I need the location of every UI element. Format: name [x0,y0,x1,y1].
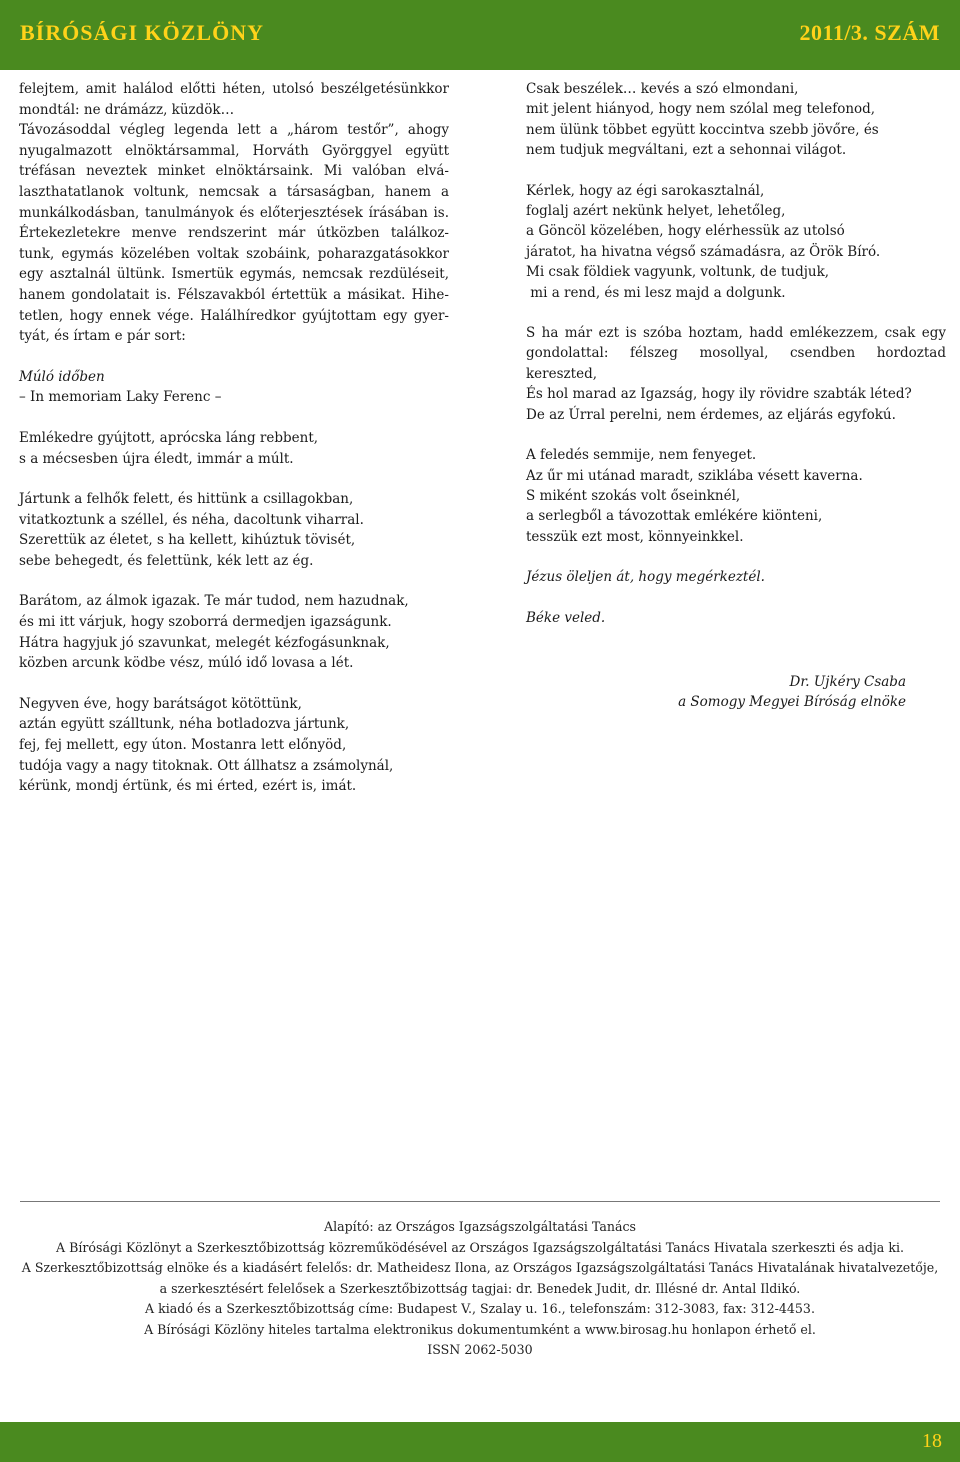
page-bottom-bar [0,1422,960,1462]
body-line: munkálkodásban, tanulmányok és előterjesztések írásában is. [19,204,449,221]
poem-title: Múló időben [19,368,105,385]
poem-line: a serlegből a távozottak emlékére kiönteni, [526,508,823,525]
body-line: hanem gondolatait is. Félszavakból értettük a másikat. Hihe- [19,286,449,303]
body-line: mondtál: ne drámázz, küzdök… [19,101,235,118]
poem-line: és mi itt várjuk, hogy szoborrá dermedjen igazságunk. [19,614,392,631]
body-line: laszthatatlanok voltunk, nemcsak a társaságban, hanem a [19,183,449,200]
body-line: egy asztalnál ültünk. Ismertük egymás, nemcsak rezdüléseit, [19,266,449,283]
poem-line: mi a rend, és mi lesz majd a dolgunk. [526,284,786,301]
page-number: 18 [922,1430,942,1452]
poem-line: És hol marad az Igazság, hogy ily rövidre szabták léted? [526,386,912,403]
poem-line: S ha már ezt is szóba hoztam, hadd emlékezzem, csak egy [526,325,946,342]
body-line: tunk, egymás közelében voltak szobáink, poharazgatásokkor [19,245,449,262]
page-header [0,0,960,70]
spacer [526,628,946,672]
issue-number: 2011/3. SZÁM [799,20,940,45]
poem-line: A feledés semmije, nem fenyeget. [526,447,757,464]
poem-line: aztán együtt szálltunk, néha botladozva jártunk, [19,716,350,733]
poem-line: fej, fej mellett, egy úton. Mostanra lett előnyöd, [19,737,347,754]
poem-line: gondolattal: félszeg mosollyal, csendben hordoztad [526,345,946,362]
poem-line: Kérlek, hogy az égi sarokasztalnál, [526,182,765,199]
right-column [526,79,946,713]
poem-line: járatot, ha hivatna végső számadásra, az Örök Bíró. [526,243,881,260]
body-line: tréfásan neveztek minket elnöktársaink. Mi valóban elvá- [19,163,449,180]
spacer [526,547,946,567]
poem-line: nem ülünk többet együtt koccintva szebb jövőre, és [526,121,879,138]
poem-line: Emlékedre gyújtott, aprócska láng rebbent, [19,429,319,446]
poem-line: kérünk, mondj értünk, és mi érted, ezért is, imát. [19,778,357,795]
spacer [526,161,946,181]
spacer [19,408,449,428]
footer-line: A Szerkesztőbizottság elnöke és a kiadásért felelős: dr. Matheidesz Ilona, az Országos Igazságszolgáltatási Tanács Hivatalának hivatalvezetője, [21,1260,939,1275]
body-line: Távozásoddal végleg legenda lett a „három testőr”, ahogy [19,122,449,139]
poem-line: Jártunk a felhők felett, és hittünk a csillagokban, [19,491,354,508]
spacer [19,469,449,489]
poem-line: Mi csak földiek vagyunk, voltunk, de tudjuk, [526,264,830,281]
poem-line: S miként szokás volt őseinknél, [526,487,741,504]
poem-line: tesszük ezt most, könnyeinkkel. [526,528,744,545]
poem-line: kereszted, [526,365,598,382]
spacer [526,588,946,608]
poem-line: Az űr mi utánad maradt, sziklába vésett kaverna. [526,467,863,484]
page-footer [20,1217,940,1361]
footer-line: a szerkesztésért felelősek a Szerkesztőbizottság tagjai: dr. Benedek Judit, dr. Illésné dr. Antal Ildikó. [159,1280,801,1296]
publication-title: BÍRÓSÁGI KÖZLÖNY [20,20,264,45]
poem-line: közben arcunk ködbe vész, múló idő lovasa a lét. [19,655,354,672]
body-line: tetlen, hogy ennek vége. Halálhíredkor gyújtottam egy gyer- [19,307,449,324]
poem-line: Szerettük az életet, s ha kellett, kihúztuk tövisét, [19,532,356,549]
poem-line: foglalj azért nekünk helyet, lehetőleg, [526,203,786,220]
poem-dedication: – In memoriam Laky Ferenc – [19,389,222,406]
footer-issn: ISSN 2062-5030 [427,1342,533,1357]
spacer [526,425,946,445]
signature-title: a Somogy Megyei Bíróság elnöke [678,694,906,711]
spacer [19,571,449,591]
footer-divider [20,1201,940,1202]
poem-line: a Göncöl közelében, hogy elérhessük az utolsó [526,223,845,240]
closing-line: Jézus öleljen át, hogy megérkeztél. [526,569,765,586]
poem-line: sebe behegedt, és felettünk, kék lett az ég. [19,552,314,569]
spacer [19,674,449,694]
footer-line: A Bírósági Közlöny hiteles tartalma elektronikus dokumentumként a www.birosag.hu honlapon érhető el. [144,1321,816,1337]
poem-line: mit jelent hiányod, hogy nem szólal meg telefonod, [526,101,876,118]
spacer [526,303,946,323]
body-line: Értekezletekre menve rendszerint már útközben találkoz- [19,225,449,242]
poem-line: Csak beszélek… kevés a szó elmondani, [526,81,799,97]
poem-line: Negyven éve, hogy barátságot kötöttünk, [19,695,302,712]
poem-line: Barátom, az álmok igazak. Te már tudod, nem hazudnak, [19,593,409,610]
body-line: nyugalmazott elnöktársammal, Horváth Györggyel együtt [19,142,449,159]
poem-line: Hátra hagyjuk jó szavunkat, melegét kézfogásunknak, [19,634,390,651]
footer-line: A Bírósági Közlönyt a Szerkesztőbizottság közreműködésével az Országos Igazságszolgáltatási Tanács Hivatala szerkeszti és adja ki. [56,1239,904,1255]
poem-line: s a mécsesben újra éledt, immár a múlt. [19,450,294,467]
poem-line: De az Úrral perelni, nem érdemes, az eljárás egyfokú. [526,406,896,423]
closing-line: Béke veled. [526,609,606,626]
footer-founder: Alapító: az Országos Igazságszolgáltatási Tanács [323,1219,637,1234]
body-line: tyát, és írtam e pár sort: [19,328,186,345]
poem-line: nem tudjuk megváltani, ezt a sehonnai világot. [526,142,847,159]
left-column [19,79,449,797]
poem-line: tudója vagy a nagy titoknak. Ott állhatsz a zsámolynál, [19,757,394,774]
poem-line: vitatkoztunk a széllel, és néha, dacoltunk viharral. [19,511,364,528]
footer-line: A kiadó és a Szerkesztőbizottság címe: Budapest V., Szalay u. 16., telefonszám: 312-3083, fax: 312-4453. [145,1301,815,1316]
body-line: felejtem, amit halálod előtti héten, utolsó beszélgetésünkkor [19,81,449,97]
signature-name: Dr. Ujkéry Csaba [789,673,906,690]
spacer [19,347,449,367]
